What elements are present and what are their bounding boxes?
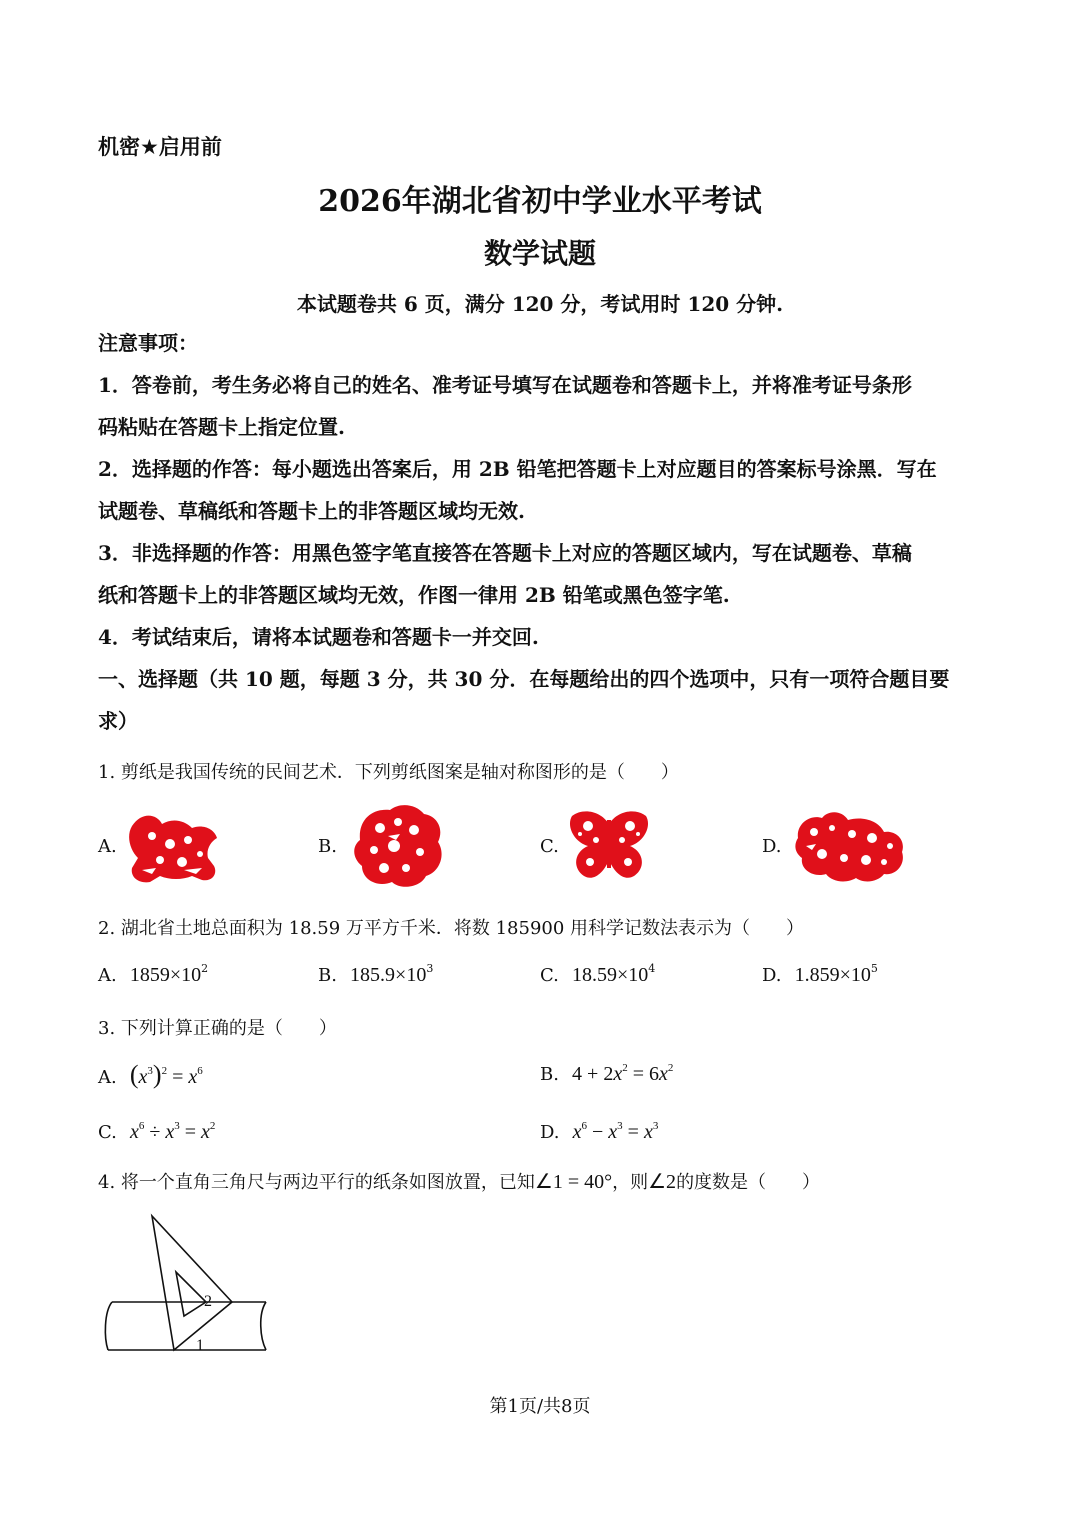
q2-option-b-label: B. [318,965,337,986]
q3-option-c [98,1120,215,1144]
q4-given-angle: ∠1 = 40° [534,1171,613,1193]
q4-stem-post: 的度数是（ ） [676,1172,821,1193]
note-line: 码粘贴在答题卡上指定位置. [98,415,345,439]
exam-info: 本试题卷共 6 页，满分 120 分，考试用时 120 分钟. [296,292,784,316]
papercut-flower-fish-icon [350,800,446,892]
q2-option-b-exp: 3 [426,962,434,975]
question-3-stem: 3. 下列计算正确的是（ ） [98,1018,337,1039]
note-line: 2．选择题的作答：每小题选出答案后，用 2B 铅笔把答题卡上对应题目的答案标号涂黑．写在 [98,457,937,481]
q1-option-d-label: D. [762,836,782,857]
q2-option-b-mantissa: 185.9×10 [350,964,427,986]
question-2-stem: 2. 湖北省土地总面积为 18.59 万平方千米．将数 185900 用科学记数法表示为（ ） [98,918,805,939]
q2-option-a-exp: 2 [201,962,209,975]
q2-option-d-label: D. [762,965,782,986]
confidential-label: 机密★启用前 [98,135,222,159]
q2-option-c-label: C. [540,965,559,986]
page-footer: 第1页/共8页 [489,1396,591,1417]
papercut-butterfly-icon [566,804,652,884]
q3-option-a-label: A. [98,1067,117,1088]
q2-option-a [98,962,208,987]
q3-option-b-expr: $4 + 2x^2 = 6x^2$ [572,1062,674,1085]
question-1-stem: 1. 剪纸是我国传统的民间艺术．下列剪纸图案是轴对称图形的是（ ） [98,762,679,783]
q3-option-d-expr: $x^6 - x^3 = x^3$ [572,1120,659,1143]
q3-option-d-label: D. [540,1122,560,1143]
papercut-dragon-icon [792,806,908,886]
triangle-outer [152,1216,232,1350]
q2-option-d-exp: 5 [870,962,878,975]
q3-option-c-expr: $x^6 \div x^3 = x^2$ [129,1120,216,1143]
triangle-inner [176,1272,206,1316]
q2-option-a-label: A. [98,965,117,986]
q1-option-a-label: A. [98,836,117,857]
section-heading-cont: 求） [98,709,138,733]
notes-block [98,322,988,742]
q2-option-c-exp: 4 [648,962,656,975]
notes-heading: 注意事项： [98,331,198,355]
q4-stem-mid: ，则 [612,1172,649,1193]
angle-1-label: 1 [196,1337,204,1354]
q2-option-b [318,962,433,987]
q3-option-a [98,1060,203,1090]
q2-option-d [762,962,878,987]
q3-option-c-label: C. [98,1122,117,1143]
note-line: 3．非选择题的作答：用黑色签字笔直接答在答题卡上对应的答题区域内，写在试题卷、草稿 [98,541,912,565]
q3-option-b-label: B. [540,1064,559,1085]
q2-option-c-mantissa: 18.59×10 [571,964,649,986]
q3-option-d [540,1120,658,1144]
exam-title: 2026年湖北省初中学业水平考试 [318,184,762,219]
note-line: 4．考试结束后，请将本试题卷和答题卡一并交回. [98,625,539,649]
note-line: 试题卷、草稿纸和答题卡上的非答题区域均无效. [98,499,525,523]
q3-option-b [540,1062,673,1086]
q2-option-c [540,962,655,987]
q3-option-a-expr: $(x^3)^2 = x^6$ [129,1060,203,1089]
subject-title: 数学试题 [483,237,596,270]
q4-asked-angle: ∠2 [648,1171,677,1193]
note-line: 1．答卷前，考生务必将自己的姓名、准考证号填写在试题卷和答题卡上，并将准考证号条形 [98,373,912,397]
q2-option-a-mantissa: 1859×10 [129,964,202,986]
q4-stem-pre: 4. 将一个直角三角尺与两边平行的纸条如图放置，已知 [98,1172,535,1193]
q2-option-d-mantissa: 1.859×10 [794,964,871,986]
q1-option-c-label: C. [540,836,559,857]
note-line: 纸和答题卡上的非答题区域均无效，作图一律用 2B 铅笔或黑色签字笔. [98,583,730,607]
strip-right-end [261,1302,266,1350]
q1-option-b-label: B. [318,836,337,857]
question-4-stem [98,1168,820,1194]
section-heading: 一、选择题（共 10 题，每题 3 分，共 30 分．在每题给出的四个选项中，只有一项符合题目要 [98,667,950,691]
strip-left-end [105,1302,112,1350]
papercut-horse-icon [122,806,226,890]
q4-figure [100,1210,272,1358]
angle-2-label: 2 [204,1293,212,1310]
